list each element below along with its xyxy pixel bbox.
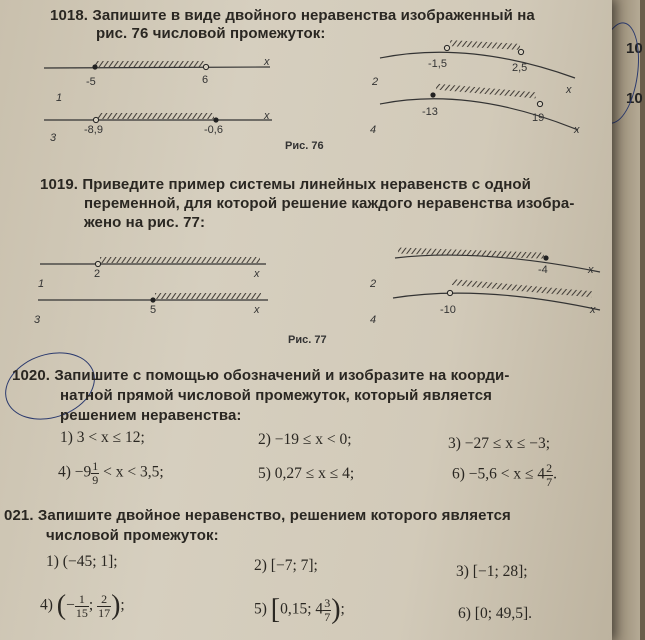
exercise-text-line: жено на рис. 77:: [84, 214, 206, 231]
open-point: [537, 101, 542, 106]
tick-label: 2: [94, 268, 101, 280]
exercise-number: 021.: [4, 507, 34, 524]
numerator: 1: [92, 459, 99, 473]
hatched-interval: [450, 40, 520, 50]
inequality-item: [58, 460, 164, 486]
inequality-item: 3) −27 ≤ x ≤ −3;: [448, 435, 551, 452]
closed-point: [92, 64, 97, 69]
open-point: [203, 64, 208, 69]
hatched-ray: [398, 247, 544, 258]
closed-point: [213, 117, 218, 122]
number-line-77-1: [40, 257, 266, 267]
tick-label: -1,5: [428, 58, 447, 70]
close-paren: ): [111, 590, 121, 621]
figure-part-label: 2: [372, 76, 379, 88]
tick-label: -4: [538, 264, 548, 276]
closed-point: [150, 297, 155, 302]
figure-part-label: 4: [370, 124, 377, 136]
item-text: 4) −9: [58, 463, 92, 481]
denominator: 7: [546, 474, 553, 489]
exercise-text-line: рис. 76 числовой промежуток:: [96, 25, 326, 42]
interval-item: 2) [−7; 7];: [254, 557, 318, 574]
open-paren: (: [56, 590, 67, 621]
fraction: [545, 462, 553, 488]
axis-label: x: [254, 304, 260, 316]
tick-label: -5: [86, 76, 96, 88]
number-line-3: [44, 113, 272, 123]
figure-part-label: 3: [50, 132, 57, 144]
exercise-number: 1020.: [12, 367, 51, 384]
fraction: [75, 593, 89, 619]
exercise-1020-title: [12, 368, 509, 383]
item-text: 5): [254, 600, 271, 618]
hatched-ray: [155, 293, 261, 299]
denominator: 15: [75, 605, 88, 620]
figure-caption: Рис. 76: [285, 140, 324, 152]
fraction: [323, 597, 331, 623]
hatched-interval: [436, 84, 536, 99]
inequality-item: 2) −19 ≤ x < 0;: [258, 431, 352, 448]
hatched-interval: [98, 113, 214, 119]
exercise-text-line: натной прямой числовой промежуток, который является: [60, 387, 492, 404]
open-point: [93, 117, 98, 122]
item-text: .: [553, 465, 558, 483]
axis-label: x: [566, 84, 572, 96]
figure-part-label: 3: [34, 314, 41, 326]
tick-label: -8,9: [84, 124, 103, 136]
closed-point: [430, 92, 435, 97]
tick-label: 2,5: [512, 62, 528, 74]
open-point: [447, 290, 452, 295]
interval-item: 5) [0,15; 4 $\frac{3}{7}$ );: [254, 594, 345, 625]
inequality-item: [452, 462, 557, 488]
closed-point: [543, 255, 548, 260]
number-line-1: [44, 61, 270, 70]
item-text: 4): [40, 596, 57, 614]
open-point: [95, 261, 100, 266]
item-text: 0,15; 4: [280, 600, 324, 618]
exercise-text-line: Приведите пример системы линейных неравенств с одной: [82, 176, 531, 193]
denominator: 17: [98, 605, 111, 620]
exercise-1019-title: [40, 177, 531, 192]
tick-label: 6: [202, 74, 209, 86]
figure-part-label: 1: [56, 92, 63, 104]
interval-item: 1) (−45; 1];: [46, 553, 118, 570]
axis-label: x: [264, 56, 270, 68]
numerator: 2: [546, 461, 553, 475]
axis-label: x: [574, 124, 580, 136]
exercise-text-line: Запишите с помощью обозначений и изобразите на коорди-: [54, 367, 510, 384]
open-bracket: [: [270, 594, 281, 625]
exercise-text-line: переменной, для которой решение каждого неравенства изобра-: [84, 195, 575, 212]
item-text: 6) −5,6 < x ≤ 4: [452, 465, 546, 483]
denominator: 7: [324, 609, 331, 624]
adjacent-page-number: 10: [626, 90, 643, 107]
number-line-77-2: [395, 247, 600, 272]
exercise-number: 1019.: [40, 176, 79, 193]
numerator: 1: [75, 593, 89, 607]
adjacent-page-number: 10: [626, 40, 643, 57]
figure-caption: Рис. 77: [288, 334, 327, 346]
number-line-2: [380, 40, 575, 78]
open-point: [518, 49, 523, 54]
item-text: < x < 3,5;: [99, 463, 164, 481]
interval-item: 4) (− $\frac{1}{15}$ ; $\frac{2}{17}$ );: [40, 590, 125, 621]
exercise-number: 1018.: [50, 7, 89, 24]
inequality-item: 1) 3 < x ≤ 12;: [60, 429, 145, 446]
number-line-77-4: [393, 279, 600, 310]
exercise-1021-title: [4, 508, 511, 523]
tick-label: 5: [150, 304, 157, 316]
exercise-text-line: Запишите двойное неравенство, решением которого является: [37, 507, 511, 524]
hatched-ray: [452, 279, 592, 297]
fraction: [97, 593, 111, 619]
axis-label: x: [264, 110, 270, 122]
number-line-4: [380, 84, 578, 130]
open-point: [444, 45, 449, 50]
axis-label: x: [254, 268, 260, 280]
numerator: 3: [324, 595, 331, 610]
exercise-text-line: решением неравенства:: [60, 407, 242, 424]
numerator: 2: [97, 593, 111, 607]
number-line-77-3: [38, 293, 268, 303]
figure-part-label: 1: [38, 278, 45, 290]
exercise-text-line: Запишите в виде двойного неравенства изображенный на: [92, 7, 535, 24]
axis-label: x: [588, 264, 594, 276]
inequality-item: 5) 0,27 ≤ x ≤ 4;: [258, 465, 355, 482]
tick-label: -0,6: [204, 124, 223, 136]
figure-part-label: 2: [370, 278, 377, 290]
figure-part-label: 4: [370, 314, 377, 326]
axis-label: x: [590, 304, 596, 316]
tick-label: 19: [532, 112, 545, 124]
tick-label: -13: [422, 106, 438, 118]
hatched-ray: [100, 257, 260, 263]
interval-item: 3) [−1; 28];: [456, 563, 528, 580]
close-paren: ): [331, 594, 341, 625]
exercise-text-line: числовой промежуток:: [46, 527, 219, 544]
denominator: 9: [92, 472, 99, 487]
tick-label: -10: [440, 304, 456, 316]
hatched-interval: [95, 61, 205, 67]
interval-item: 6) [0; 49,5].: [458, 605, 533, 622]
